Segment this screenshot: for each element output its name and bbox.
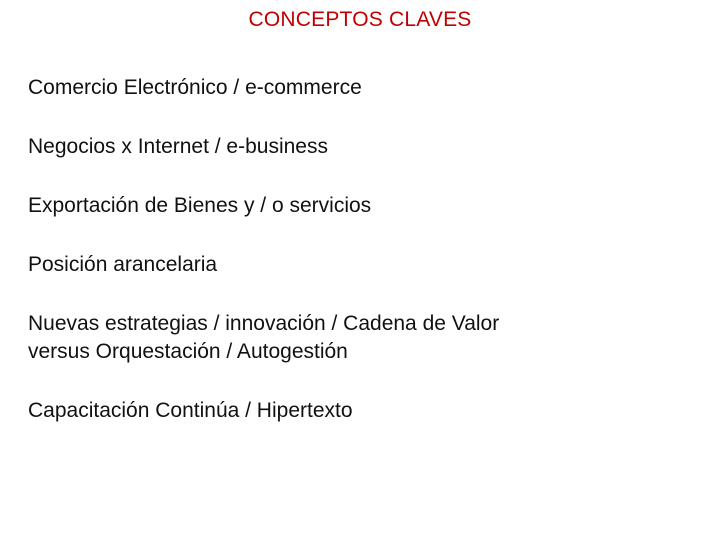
concept-item-posicion-arancelaria <box>28 251 708 279</box>
concept-item-exportacion <box>28 192 708 220</box>
concept-text: Exportación de Bienes y / o servicios <box>28 194 372 217</box>
slide-title: CONCEPTOS CLAVES <box>248 8 472 31</box>
concept-text: Negocios x Internet / e-business <box>28 135 328 158</box>
concept-item-ecommerce <box>28 74 708 102</box>
concept-item-ebusiness <box>28 133 708 161</box>
concept-list <box>28 74 708 456</box>
concept-item-capacitacion <box>28 397 708 425</box>
concept-text: Posición arancelaria <box>28 253 218 276</box>
concept-text: Capacitación Continúa / Hipertexto <box>28 399 353 422</box>
concept-item-nuevas-estrategias <box>28 310 708 366</box>
concept-text-line-2: versus Orquestación / Autogestión <box>28 340 348 363</box>
concept-text: Comercio Electrónico / e-commerce <box>28 76 362 99</box>
concept-text-line-1: Nuevas estrategias / innovación / Cadena de Valor <box>28 312 500 335</box>
